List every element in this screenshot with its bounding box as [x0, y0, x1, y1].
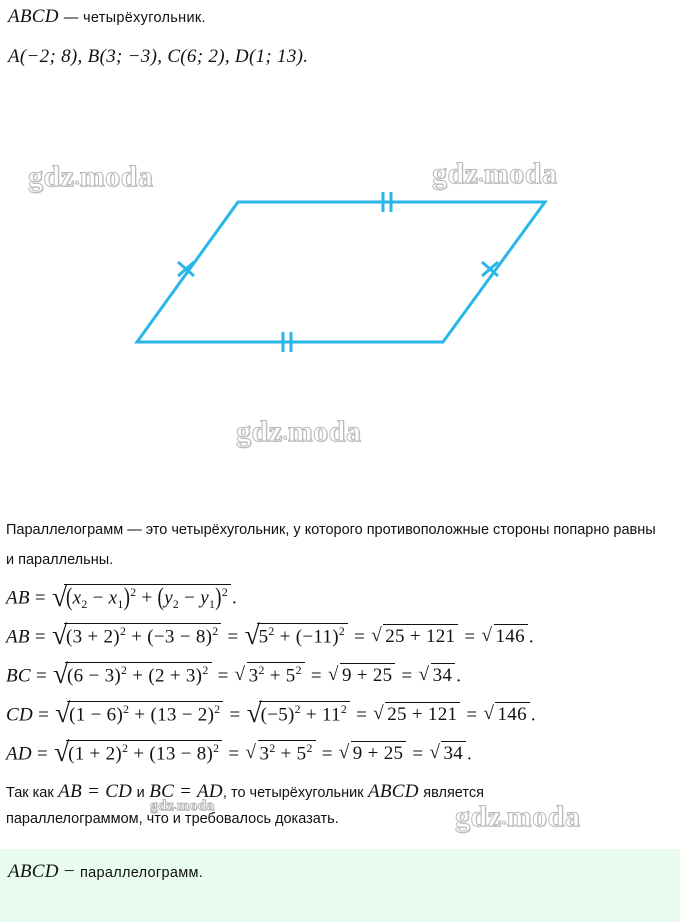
formula-cd-period: . — [530, 704, 536, 726]
formula-ad-sqrt-3 — [339, 741, 407, 765]
formula-cd: CD = √ $(1 - 6)^2 + (13 - 2)^2$ = √ $(-5)^2 + 11^2$ = √ 25 + 121 = √ 146 . — [6, 696, 536, 728]
x1-subscript: 1 — [117, 598, 124, 612]
conclusion-block — [6, 779, 676, 832]
formula-bc-term1: (6 − 3) — [67, 665, 122, 687]
y2-symbol: y — [164, 587, 173, 609]
formula-cd-label: CD — [6, 704, 33, 726]
y2-subscript: 2 — [172, 598, 180, 612]
answer-bar — [0, 849, 680, 922]
watermark-4-text2: moda — [176, 798, 215, 814]
formula-cd-result: 146 — [495, 702, 529, 726]
watermark-5-dot: . — [501, 808, 507, 830]
formula-ab-sqrt-2: √ $5^2 + (-11)^2$ — [245, 623, 349, 648]
formula-bc-sqrt-4 — [419, 663, 456, 687]
radical-icon: √ — [338, 742, 350, 764]
minus-sign-1: − — [92, 587, 104, 609]
formula-cd-sq1: (−5) — [260, 704, 295, 726]
radical-icon: √ — [244, 618, 261, 650]
formula-ab-sum: 25 + 121 — [383, 624, 458, 648]
formula-ad-sq2: 5 — [296, 743, 307, 765]
radical-icon: √ — [481, 625, 493, 647]
formula-ab-label: AB — [6, 626, 30, 648]
y1-subscript: 1 — [208, 598, 216, 612]
statement-points-line: A(−2; 8), B(3; −3), C(6; 2), D(1; 13). — [8, 46, 309, 67]
formula-distance-equals: = — [34, 587, 46, 609]
formula-distance-label: AB — [6, 587, 30, 609]
radical-icon: √ — [483, 703, 495, 725]
watermark-2 — [432, 157, 557, 191]
radical-icon: √ — [371, 625, 382, 647]
formula-ab: AB = √ $(3 + 2)^2 + (-3 - 8)^2$ = √ $5^2 + (-11)^2$ = √ 25 + 121 = √ 146 . — [6, 618, 534, 650]
formula-cd-sqrt-2: √ $(-5)^2 + 11^2$ — [247, 701, 351, 726]
radical-icon: √ — [373, 703, 384, 725]
formula-ad-term1: (1 + 2) — [68, 743, 123, 765]
formula-ad-sqrt-1: √ $(1 + 2)^2 + (13 - 8)^2$ — [54, 740, 222, 765]
answer-content — [8, 861, 203, 883]
formula-bc-sqrt-1: √ $(6 - 3)^2 + (2 + 3)^2$ — [53, 662, 211, 687]
formula-ab-sqrt-1: √ $(3 + 2)^2 + (-3 - 8)^2$ — [52, 623, 222, 648]
conclusion-eq-2: BC = AD — [149, 781, 223, 802]
radical-icon: √ — [418, 664, 430, 686]
conclusion-quadrilateral: ABCD — [368, 781, 419, 802]
statement-line-1 — [8, 6, 206, 28]
watermark-5-text: gdz — [455, 800, 502, 833]
formula-bc-result: 34 — [431, 663, 456, 687]
conclusion-suffix: является — [423, 785, 484, 801]
formula-ab-result: 146 — [494, 624, 528, 648]
formula-ab-term2: (−3 − 8) — [147, 626, 213, 648]
formula-cd-sum: 25 + 121 — [385, 702, 460, 726]
watermark-5-text2: moda — [506, 800, 581, 833]
conclusion-middle: , то четырёхугольник — [222, 785, 364, 801]
answer-label: параллелограмм. — [79, 865, 204, 881]
formula-bc-sq1: 3 — [248, 665, 259, 687]
statement-quadrilateral-label: ABCD — [8, 6, 59, 27]
formula-ad-sum: 9 + 25 — [351, 741, 407, 765]
watermark-4-text: gdz — [150, 798, 174, 814]
formula-distance-radicand: $(x_2 - x_1)^2 + (y_2 - y_1)^2$ — [64, 584, 231, 612]
minus-sign-2: − — [184, 587, 196, 609]
formula-ab-term1: (3 + 2) — [65, 626, 120, 648]
formula-cd-sqrt-4 — [483, 702, 529, 726]
formula-bc-term2: (2 + 3) — [148, 665, 203, 687]
formula-cd-sqrt-1: √ $(1 - 6)^2 + (13 - 2)^2$ — [55, 701, 223, 726]
watermark-4-dot: . — [174, 801, 177, 812]
x1-symbol: x — [108, 587, 118, 609]
formula-distance — [6, 580, 238, 612]
formula-distance-period: . — [232, 587, 238, 609]
formula-cd-term1: (1 − 6) — [69, 704, 124, 726]
x2-symbol: x — [72, 587, 82, 609]
watermark-1-text2: moda — [79, 160, 154, 193]
conclusion-line-2: параллелограммом, что и требовалось доказать. — [6, 811, 339, 827]
radical-icon: √ — [429, 742, 441, 764]
formula-ab-sqrt-4 — [482, 624, 528, 648]
radical-icon: √ — [51, 618, 68, 650]
watermark-1-text: gdz — [28, 160, 75, 193]
watermark-1 — [28, 160, 153, 194]
radical-icon: √ — [54, 735, 70, 767]
conclusion-conjunction: и — [136, 785, 145, 801]
radical-icon: √ — [246, 696, 262, 728]
formula-cd-sqrt-3 — [373, 702, 460, 726]
watermark-2-dot: . — [478, 165, 484, 187]
answer-quadrilateral: ABCD — [8, 861, 59, 882]
formula-ad-sqrt-4 — [429, 741, 466, 765]
y1-symbol: y — [200, 587, 209, 609]
formula-cd-term2: (13 − 2) — [150, 704, 215, 726]
watermark-1-dot: . — [74, 168, 80, 190]
formula-bc-sqrt-2: √ $3^2 + 5^2$ — [235, 662, 305, 687]
formula-bc-sq2: 5 — [285, 665, 296, 687]
conclusion-eq-1: AB = CD — [58, 781, 133, 802]
formula-cd-sq2: 11 — [321, 704, 341, 726]
conclusion-prefix: Так как — [6, 785, 54, 801]
watermark-2-text2: moda — [483, 157, 558, 190]
formula-bc-label: BC — [6, 665, 31, 687]
x2-subscript: 2 — [81, 598, 88, 612]
watermark-2-text: gdz — [432, 157, 479, 190]
watermark-3-text2: moda — [287, 415, 362, 448]
formula-ad-label: AD — [6, 743, 32, 765]
formula-ad-term2: (13 − 8) — [149, 743, 214, 765]
radical-icon: √ — [245, 741, 257, 763]
formula-bc-sum: 9 + 25 — [340, 663, 396, 687]
radical-icon: √ — [51, 580, 68, 612]
watermark-3-dot: . — [282, 423, 288, 445]
statement-line-1-text: — четырёхугольник. — [63, 10, 206, 26]
answer-dash: − — [63, 861, 75, 882]
formula-ad-period: . — [467, 743, 473, 765]
formula-ad: AD = √ $(1 + 2)^2 + (13 - 8)^2$ = √ $3^2 + 5^2$ = √ 9 + 25 = √ 34 . — [6, 735, 473, 767]
radical-icon: √ — [53, 657, 69, 689]
formula-distance-sqrt — [51, 580, 231, 612]
radical-icon: √ — [55, 696, 71, 728]
formula-ad-sq1: 3 — [259, 743, 270, 765]
formula-ab-sqrt-3 — [371, 624, 458, 648]
watermark-3-text: gdz — [236, 415, 283, 448]
parallelogram-definition: Параллелограмм — это четырёхугольник, у которого противоположные стороны попарно равны и параллельны. — [6, 522, 656, 568]
parallelogram-outline — [137, 202, 545, 342]
formula-ab-period: . — [528, 626, 534, 648]
formula-bc-sqrt-3 — [328, 663, 396, 687]
formula-ab-sq2: (−11) — [295, 626, 339, 648]
formula-ab-sq1: 5 — [258, 626, 269, 648]
formula-ad-result: 34 — [441, 741, 466, 765]
watermark-3 — [236, 415, 361, 449]
formula-bc: BC = √ $(6 - 3)^2 + (2 + 3)^2$ = √ $3^2 + 5^2$ = √ 9 + 25 = √ 34 . — [6, 657, 462, 689]
formula-bc-period: . — [456, 665, 462, 687]
formula-ad-sqrt-2: √ $3^2 + 5^2$ — [246, 740, 316, 765]
radical-icon: √ — [327, 664, 339, 686]
radical-icon: √ — [234, 663, 246, 685]
